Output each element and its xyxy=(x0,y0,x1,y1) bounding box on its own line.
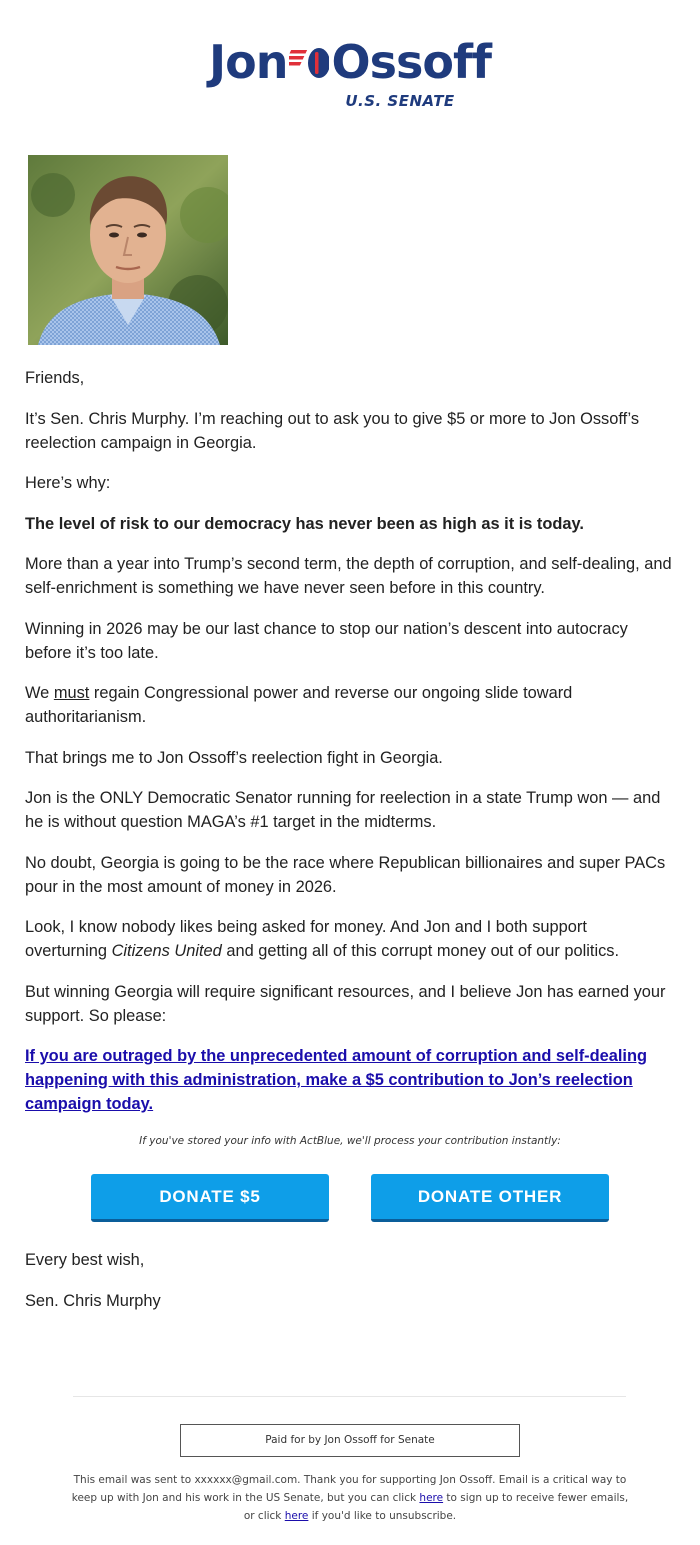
closing: Every best wish, xyxy=(25,1251,145,1269)
paragraph-heres-why: Here’s why: xyxy=(25,474,111,492)
text-fragment: We xyxy=(25,684,54,702)
donate-other-button[interactable]: DONATE OTHER xyxy=(371,1174,609,1222)
donate-5-button[interactable]: DONATE $5 xyxy=(91,1174,329,1222)
text-fragment: regain Congressional power and reverse our ongoing slide toward authoritarianism. xyxy=(25,684,573,726)
paragraph-bold-risk: The level of risk to our democracy has never been as high as it is today. xyxy=(25,514,584,533)
logo-last-name: Ossoff xyxy=(331,35,491,89)
text-fragment: This email was sent to xxxxxx@gmail.com. Thank you for supporting Jon Ossoff. Email is a critical way to keep up with Jon and his work in the US Senate, but you can click xyxy=(71,1474,627,1504)
paragraph-only-democrat: Jon is the ONLY Democratic Senator running for reelection in a state Trump won — and he is without question MAGA’s #1 target in the midterms. xyxy=(25,789,661,831)
unsubscribe-link[interactable]: here xyxy=(284,1510,309,1522)
signoff xyxy=(25,1248,161,1330)
fewer-emails-link[interactable]: here xyxy=(419,1492,444,1504)
sender-portrait xyxy=(28,155,228,345)
greeting: Friends, xyxy=(25,369,85,387)
paragraph-corruption: More than a year into Trump’s second term, the depth of corruption, and self-dealing, and self-enrichment is something we have never seen before in this country. xyxy=(25,555,672,597)
flag-icon xyxy=(289,38,329,90)
text-fragment: to sign up to receive fewer emails, or click xyxy=(243,1492,629,1522)
paragraph-georgia-race: No doubt, Georgia is going to be the race where Republican billionaires and super PACs pour in the most amount of money in 2026. xyxy=(25,853,666,896)
paragraph-intro: It’s Sen. Chris Murphy. I’m reaching out to ask you to give $5 or more to Jon Ossoff’s reelection campaign in Georgia. xyxy=(25,409,640,452)
paragraph-citizens-united xyxy=(25,915,673,963)
letter-body xyxy=(25,366,673,1133)
emphasis-must: must xyxy=(53,684,90,702)
campaign-logo xyxy=(0,36,700,110)
paid-for-disclaimer: Paid for by Jon Ossoff for Senate xyxy=(180,1424,520,1457)
paragraph-reelection-fight: That brings me to Jon Ossoff’s reelection fight in Georgia. xyxy=(25,748,443,767)
logo-wordmark xyxy=(0,36,700,92)
footer-text xyxy=(70,1471,630,1525)
text-fragment: and getting all of this corrupt money out of our politics. xyxy=(221,942,620,960)
emphasis-citizens-united: Citizens United xyxy=(111,942,222,960)
signature: Sen. Chris Murphy xyxy=(25,1292,161,1310)
text-fragment: if you'd like to unsubscribe. xyxy=(308,1510,457,1522)
logo-subtitle: U.S. SENATE xyxy=(345,91,455,110)
actblue-note: If you've stored your info with ActBlue, we'll process your contribution instantly: xyxy=(139,1135,561,1147)
logo-first-name: Jon xyxy=(209,35,288,89)
paragraph-must-regain xyxy=(25,681,673,729)
text-fragment: Look, I know nobody likes being asked for money. And Jon and I both support overturning xyxy=(25,918,587,960)
donate-cta-link[interactable]: If you are outraged by the unprecedented amount of corruption and self-dealing happening with this administration, make a $5 contribution to Jon’s reelection campaign today. xyxy=(25,1047,647,1113)
footer-divider xyxy=(73,1396,626,1397)
paragraph-resources: But winning Georgia will require significant resources, and I believe Jon has earned your support. So please: xyxy=(25,982,666,1025)
paragraph-winning-2026: Winning in 2026 may be our last chance to stop our nation’s descent into autocracy before it’s too late. xyxy=(25,619,628,662)
